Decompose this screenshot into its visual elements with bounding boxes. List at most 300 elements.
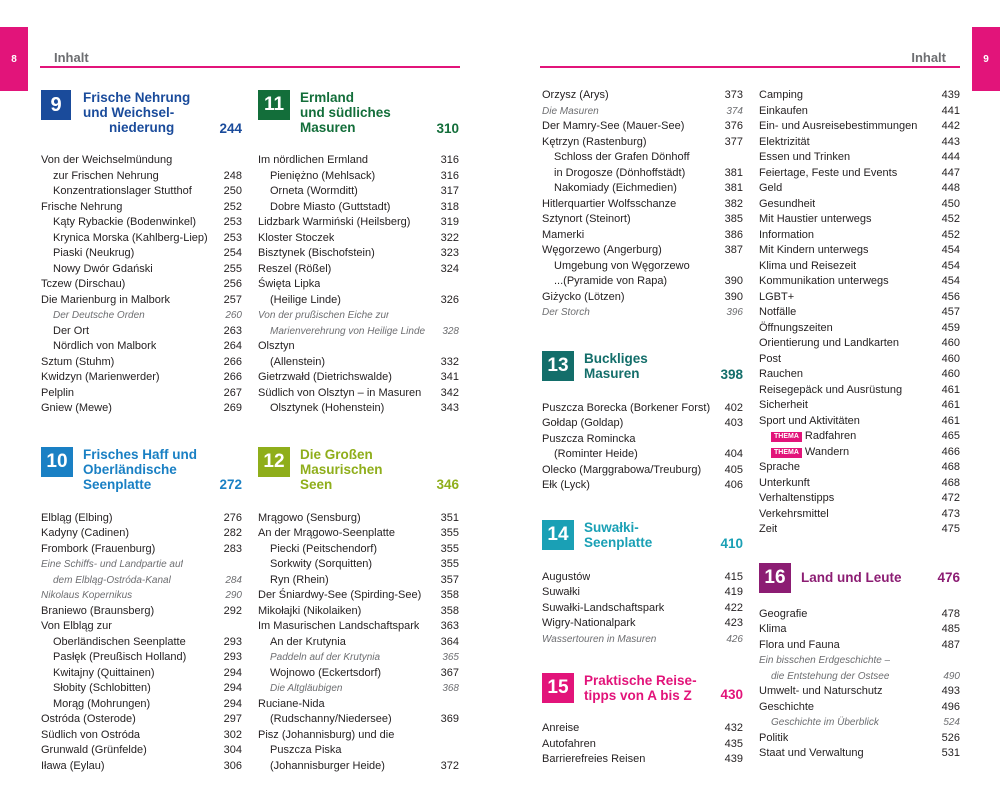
toc-entry-page: 390 xyxy=(724,275,743,287)
toc-entry-page: 324 xyxy=(440,262,459,275)
toc-entry-page xyxy=(739,259,743,275)
toc-entry-label: Wandern xyxy=(804,445,850,458)
toc-entry-title: Sport und Aktivitäten xyxy=(759,414,860,427)
toc-entry-title: Frombork (Frauenburg) xyxy=(41,542,156,555)
toc-entry xyxy=(542,463,743,479)
chapter-title-line: Masurischen xyxy=(300,461,383,477)
chapter-page: 272 xyxy=(219,476,242,492)
toc-entry-title: Mit Haustier unterwegs xyxy=(759,213,872,225)
toc-entry-title: Ostróda (Osterode) xyxy=(41,713,136,725)
toc-entry-title: Nikolaus Kopernikus xyxy=(41,590,133,601)
toc-entry-title: Verkehrsmittel xyxy=(759,507,829,520)
chapter-title xyxy=(584,351,648,381)
section-header xyxy=(542,671,743,721)
toc-entry-page: 355 xyxy=(440,558,459,570)
toc-entry xyxy=(41,542,242,558)
toc-entry xyxy=(258,308,459,324)
toc-entry-page: 373 xyxy=(724,89,743,101)
toc-entry-title: Puszcza Borecka (Borkener Forst) xyxy=(542,401,711,414)
toc-entry xyxy=(759,715,960,731)
toc-entry xyxy=(759,669,960,685)
toc-entry xyxy=(258,511,459,527)
chapter-title-line: und Weichsel- xyxy=(83,105,175,120)
toc-entry xyxy=(542,632,743,648)
chapter-title xyxy=(83,90,190,135)
toc-entry xyxy=(759,135,960,151)
entry-list xyxy=(759,88,960,538)
toc-entry xyxy=(41,712,242,728)
toc-entry-page xyxy=(455,308,459,324)
toc-entry xyxy=(759,212,960,228)
toc-entry xyxy=(258,604,459,620)
toc-entry xyxy=(258,324,459,340)
toc-entry-title: Olsztyn xyxy=(258,340,295,352)
toc-entry-page: 386 xyxy=(724,228,743,241)
toc-entry-page: 404 xyxy=(724,448,743,460)
toc-entry-page: 294 xyxy=(223,666,242,679)
toc-entry-page: 439 xyxy=(724,753,743,765)
toc-entry xyxy=(759,181,960,197)
toc-entry-title: Der Śniardwy-See (Spirding-See) xyxy=(258,589,422,601)
toc-entry xyxy=(759,684,960,700)
toc-entry-page: 294 xyxy=(223,697,242,710)
toc-entry-page: 454 xyxy=(941,244,960,256)
entry-list xyxy=(542,401,743,494)
toc-entry-title: Reszel (Rößel) xyxy=(258,262,332,275)
toc-entry-title: Die Marienburg in Malbork xyxy=(41,293,170,306)
toc-entry xyxy=(258,712,459,728)
entry-list xyxy=(258,153,459,417)
chapter-title xyxy=(584,673,697,703)
right-page-number xyxy=(972,27,1000,91)
toc-entry xyxy=(759,88,960,104)
toc-entry-page: 405 xyxy=(724,463,743,476)
toc-entry-page: 406 xyxy=(724,479,743,491)
toc-entry xyxy=(41,666,242,682)
toc-entry xyxy=(258,743,459,759)
toc-entry xyxy=(41,697,242,713)
chapter-title xyxy=(83,447,197,492)
toc-entry xyxy=(41,401,242,417)
toc-entry-page: 432 xyxy=(724,722,743,734)
entry-list xyxy=(542,721,743,768)
toc-entry xyxy=(542,88,743,104)
toc-entry xyxy=(759,653,960,669)
toc-entry-title: Puszcza Piska xyxy=(270,744,342,756)
toc-entry-title: Dobre Miasto (Guttstadt) xyxy=(270,200,391,213)
toc-entry-title: Politik xyxy=(759,731,789,744)
toc-entry-page: 355 xyxy=(440,542,459,555)
left-header-rule xyxy=(40,66,460,68)
toc-entry-title: Nördlich von Malbork xyxy=(53,340,157,352)
toc-entry xyxy=(41,308,242,324)
chapter-title-line: tipps von A bis Z xyxy=(584,688,692,703)
toc-entry-page: 351 xyxy=(440,511,459,524)
toc-entry xyxy=(759,522,960,538)
toc-entry-page: 439 xyxy=(941,89,960,101)
toc-entry xyxy=(258,355,459,371)
toc-entry-title: Piaski (Neukrug) xyxy=(53,247,135,259)
toc-entry-title: Iława (Eylau) xyxy=(41,759,105,772)
toc-entry-title: Autofahren xyxy=(542,737,596,750)
toc-entry-title: Pasłęk (Preußisch Holland) xyxy=(53,651,187,663)
toc-entry-page: 376 xyxy=(724,120,743,132)
chapter-title xyxy=(300,90,391,135)
toc-entry-title: Ełk (Lyck) xyxy=(542,479,590,491)
toc-entry-title: Braniewo (Braunsberg) xyxy=(41,604,155,617)
toc-entry-page: 369 xyxy=(440,713,459,725)
toc-entry-page: 253 xyxy=(223,231,242,244)
toc-entry-page: 454 xyxy=(941,259,960,272)
toc-entry-title: Morąg (Mohrungen) xyxy=(53,697,151,710)
toc-entry-page: 450 xyxy=(941,197,960,210)
toc-entry-title: Lidzbark Warmiński (Heilsberg) xyxy=(258,216,411,228)
toc-entry-title: Von der Weichselmündung xyxy=(41,154,173,166)
toc-entry-page xyxy=(956,653,960,669)
toc-entry xyxy=(258,650,459,666)
chapter-number: 14 xyxy=(542,520,574,550)
toc-entry xyxy=(759,445,960,461)
toc-entry xyxy=(41,262,242,278)
toc-entry-page: 460 xyxy=(941,368,960,380)
toc-entry-page: 326 xyxy=(440,293,459,306)
toc-entry-page: 374 xyxy=(726,105,743,117)
toc-entry-page: 263 xyxy=(223,324,242,337)
toc-entry-title: Der Storch xyxy=(542,307,590,318)
entry-list xyxy=(542,88,743,321)
toc-entry-title: Pisz (Johannisburg) und die xyxy=(258,728,395,741)
toc-entry-title: zur Frischen Nehrung xyxy=(53,169,159,182)
toc-entry-page xyxy=(238,619,242,635)
toc-entry xyxy=(759,414,960,430)
toc-entry xyxy=(759,383,960,399)
toc-entry-page: 485 xyxy=(941,623,960,635)
toc-entry-page: 266 xyxy=(223,355,242,368)
toc-entry xyxy=(542,721,743,737)
toc-entry-title: Ein bisschen Erdgeschichte – xyxy=(759,655,891,666)
toc-entry-title: Grunwald (Grünfelde) xyxy=(41,744,147,756)
toc-entry-page xyxy=(455,697,459,713)
toc-entry-page: 403 xyxy=(724,417,743,429)
toc-entry-page: 490 xyxy=(943,670,960,682)
toc-entry-page xyxy=(455,339,459,355)
toc-entry-page xyxy=(455,728,459,744)
toc-entry-page: 460 xyxy=(941,337,960,349)
toc-entry-title: Olecko (Marggrabowa/Treuburg) xyxy=(542,463,702,476)
toc-entry-page: 472 xyxy=(941,492,960,504)
toc-entry xyxy=(542,166,743,182)
toc-entry-page: 459 xyxy=(941,321,960,334)
toc-entry xyxy=(258,619,459,635)
toc-entry-page: 468 xyxy=(941,461,960,473)
toc-entry xyxy=(258,339,459,355)
toc-entry xyxy=(542,181,743,197)
toc-entry-page xyxy=(739,150,743,166)
toc-entry-title: Südlich von Ostróda xyxy=(41,728,141,741)
toc-entry-title: Kętrzyn (Rastenburg) xyxy=(542,135,647,148)
toc-entry-page: 461 xyxy=(941,399,960,411)
toc-entry xyxy=(759,166,960,182)
toc-entry-title: Sztynort (Steinort) xyxy=(542,213,631,225)
toc-entry-page: 456 xyxy=(941,290,960,303)
chapter-page: 476 xyxy=(937,569,960,585)
toc-entry-page: 365 xyxy=(442,652,459,663)
toc-entry xyxy=(759,352,960,368)
toc-entry-page: 419 xyxy=(724,586,743,598)
toc-entry-page: 444 xyxy=(941,151,960,163)
section-header xyxy=(759,561,960,607)
toc-entry-title: Marienverehrung von Heilige Linde xyxy=(270,325,426,337)
toc-entry-title: Camping xyxy=(759,89,804,101)
toc-entry xyxy=(759,305,960,321)
toc-entry-title: Gołdap (Goldap) xyxy=(542,417,624,429)
section-header xyxy=(41,88,242,153)
toc-entry xyxy=(41,588,242,604)
toc-entry xyxy=(759,622,960,638)
toc-entry-title: Von Elbląg zur xyxy=(41,620,112,632)
toc-entry-title: Die Masuren xyxy=(542,105,599,117)
toc-entry xyxy=(542,737,743,753)
toc-entry-title: Słobity (Schlobitten) xyxy=(53,682,151,694)
section-9 xyxy=(41,88,242,417)
toc-entry-title: Der Mamry-See (Mauer-See) xyxy=(542,120,685,132)
toc-entry-page: 382 xyxy=(724,197,743,210)
toc-entry xyxy=(258,246,459,262)
toc-entry-title: (Rominter Heide) xyxy=(554,448,638,460)
toc-entry xyxy=(542,119,743,135)
toc-entry-title: Kloster Stoczek xyxy=(258,231,335,244)
toc-entry xyxy=(759,290,960,306)
toc-entry xyxy=(258,681,459,697)
chapter-number: 9 xyxy=(41,90,71,120)
toc-entry-page: 302 xyxy=(223,728,242,741)
toc-entry xyxy=(759,700,960,716)
toc-entry-page: 304 xyxy=(223,744,242,756)
toc-entry-title: Verhaltenstipps xyxy=(759,492,835,504)
toc-entry-title: Orneta (Wormditt) xyxy=(270,185,358,197)
toc-entry-title: Der Deutsche Orden xyxy=(53,310,145,321)
toc-entry-page: 306 xyxy=(223,759,242,772)
chapter-title-line: Frisches Haff und xyxy=(83,446,198,462)
left-page-number xyxy=(0,27,28,91)
toc-entry-page: 290 xyxy=(225,590,242,601)
toc-entry xyxy=(258,401,459,417)
toc-entry-title: Oberländischen Seenplatte xyxy=(53,635,186,648)
toc-entry xyxy=(258,293,459,309)
chapter-number: 11 xyxy=(258,90,290,120)
toc-entry-page: 385 xyxy=(724,213,743,225)
toc-entry-title: Nakomiady (Eichmedien) xyxy=(554,182,677,194)
toc-entry xyxy=(542,259,743,275)
toc-entry-page: 465 xyxy=(941,430,960,442)
toc-entry-title: Augustów xyxy=(542,570,591,583)
toc-entry-title: Krynica Morska (Kahlberg-Liep) xyxy=(53,231,208,244)
toc-entry xyxy=(258,557,459,573)
toc-entry-title: Geschichte im Überblick xyxy=(771,717,879,728)
toc-entry-title: Essen und Trinken xyxy=(759,151,851,163)
toc-entry-title: Post xyxy=(759,352,782,365)
toc-entry-page: 372 xyxy=(440,759,459,772)
toc-entry-title: Orzysz (Arys) xyxy=(542,89,609,101)
toc-entry-title: Geschichte xyxy=(759,700,815,713)
toc-entry-title: Olsztynek (Hohenstein) xyxy=(270,402,385,414)
toc-entry-title: Suwałki-Landschaftspark xyxy=(542,601,665,614)
toc-entry-title: Notfälle xyxy=(759,306,797,318)
toc-entry xyxy=(759,476,960,492)
toc-entry xyxy=(258,728,459,744)
section-header xyxy=(542,518,743,570)
toc-column-2 xyxy=(258,88,459,788)
toc-entry-page: 264 xyxy=(223,340,242,352)
toc-entry-title: Sorkwity (Sorquitten) xyxy=(270,558,373,570)
toc-entry xyxy=(41,526,242,542)
toc-entry xyxy=(258,386,459,402)
toc-entry-page: 257 xyxy=(223,293,242,306)
chapter-page: 410 xyxy=(720,535,743,551)
toc-entry-title: Ein- und Ausreisebestimmungen xyxy=(759,120,918,132)
toc-entry-page: 363 xyxy=(440,620,459,632)
toc-entry xyxy=(759,119,960,135)
toc-entry-title: Ryn (Rhein) xyxy=(270,573,329,586)
toc-entry xyxy=(258,262,459,278)
toc-entry-title: Flora und Fauna xyxy=(759,638,840,651)
toc-entry-page: 322 xyxy=(440,231,459,244)
chapter-number: 13 xyxy=(542,351,574,381)
toc-entry xyxy=(542,447,743,463)
toc-entry xyxy=(258,169,459,185)
toc-entry-title: Pelplin xyxy=(41,386,75,399)
toc-entry xyxy=(41,511,242,527)
toc-entry xyxy=(258,542,459,558)
chapter-number: 10 xyxy=(41,447,73,477)
toc-entry-title: Im Masurischen Landschaftspark xyxy=(258,620,420,632)
toc-entry xyxy=(542,752,743,768)
toc-entry-page: 332 xyxy=(440,355,459,368)
toc-entry-title: Umwelt- und Naturschutz xyxy=(759,685,883,697)
toc-entry-title: Konzentrationslager Stutthof xyxy=(53,185,192,197)
toc-entry-title: Elektrizität xyxy=(759,135,810,148)
toc-entry-page: 319 xyxy=(440,216,459,228)
section-12 xyxy=(258,445,459,775)
chapter-title xyxy=(801,570,902,585)
chapter-number: 16 xyxy=(759,563,791,593)
toc-entry-page: 282 xyxy=(223,527,242,539)
toc-entry-page: 493 xyxy=(941,685,960,697)
chapter-page: 346 xyxy=(436,476,459,492)
toc-entry-page: 524 xyxy=(943,717,960,728)
toc-entry xyxy=(258,759,459,775)
toc-entry-title: Der Ort xyxy=(53,324,90,337)
toc-entry-title: Information xyxy=(759,228,815,241)
toc-entry-title: Im nördlichen Ermland xyxy=(258,154,369,166)
toc-entry-page: 422 xyxy=(724,601,743,614)
toc-entry xyxy=(41,743,242,759)
toc-entry xyxy=(542,305,743,321)
toc-entry xyxy=(759,638,960,654)
toc-entry-title: Puszcza Romincka xyxy=(542,432,636,445)
toc-entry xyxy=(258,370,459,386)
chapter-title-line: Frische Nehrung xyxy=(83,90,191,105)
thema-badge: THEMA xyxy=(771,448,802,458)
toc-entry-title: Anreise xyxy=(542,722,580,734)
toc-entry-title: Geld xyxy=(759,182,783,194)
toc-entry-page: 367 xyxy=(440,666,459,679)
toc-entry-page: 526 xyxy=(941,731,960,744)
toc-entry-page: 276 xyxy=(223,511,242,524)
toc-entry xyxy=(542,601,743,617)
chapter-title-line: niederung xyxy=(109,120,175,135)
toc-entry xyxy=(759,274,960,290)
left-page-number-text: 8 xyxy=(11,54,17,65)
toc-entry-page: 461 xyxy=(941,383,960,396)
toc-entry-page: 381 xyxy=(724,182,743,194)
toc-entry xyxy=(542,585,743,601)
toc-entry-page: 297 xyxy=(223,713,242,725)
toc-entry-page: 443 xyxy=(941,135,960,148)
toc-entry xyxy=(759,429,960,445)
toc-entry-page: 318 xyxy=(440,200,459,213)
toc-entry-page xyxy=(455,277,459,293)
chapter-title-line: Land und Leute xyxy=(801,569,902,585)
toc-entry-page: 387 xyxy=(724,244,743,256)
toc-entry-page: 293 xyxy=(223,651,242,663)
toc-entry xyxy=(258,215,459,231)
toc-entry-page: 448 xyxy=(941,182,960,194)
thema-badge: THEMA xyxy=(771,432,802,442)
toc-entry-title: Mrągowo (Sensburg) xyxy=(258,511,361,524)
chapter-page: 398 xyxy=(720,366,743,382)
toc-entry xyxy=(759,731,960,747)
toc-entry-page xyxy=(739,432,743,448)
toc-entry xyxy=(542,570,743,586)
toc-entry xyxy=(41,759,242,775)
toc-entry xyxy=(759,460,960,476)
chapter-title-line: Seenplatte xyxy=(584,534,653,550)
toc-entry-page: 390 xyxy=(724,290,743,303)
toc-entry xyxy=(759,228,960,244)
toc-entry-title: Kwitajny (Quittainen) xyxy=(53,666,155,679)
section-header xyxy=(542,349,743,401)
toc-entry xyxy=(41,200,242,216)
toc-entry-title: Schloss der Grafen Dönhoff xyxy=(554,151,690,163)
toc-entry xyxy=(542,197,743,213)
toc-entry-title: dem Elbląg-Ostróda-Kanal xyxy=(53,574,171,586)
toc-entry-page: 254 xyxy=(223,247,242,259)
toc-entry-page: 316 xyxy=(440,154,459,166)
toc-entry xyxy=(258,635,459,651)
toc-entry xyxy=(759,243,960,259)
section-14 xyxy=(542,518,743,648)
toc-entry-page: 252 xyxy=(223,200,242,213)
entry-list xyxy=(759,607,960,762)
toc-entry xyxy=(258,573,459,589)
chapter-page: 430 xyxy=(720,687,743,702)
toc-entry-page: 442 xyxy=(941,120,960,132)
chapter-title-line: Masuren xyxy=(300,120,356,135)
toc-entry-title: Wojnowo (Eckertsdorf) xyxy=(270,666,382,679)
toc-entry-page xyxy=(238,153,242,169)
toc-entry-title: Feiertage, Feste und Events xyxy=(759,166,898,179)
toc-entry-title: Tczew (Dirschau) xyxy=(41,278,126,290)
section-11 xyxy=(258,88,459,417)
toc-entry-title: Giżycko (Lötzen) xyxy=(542,290,625,303)
toc-entry xyxy=(759,197,960,213)
toc-entry-title: Mikołajki (Nikolaiken) xyxy=(258,604,362,617)
toc-entry-page: 283 xyxy=(223,542,242,555)
toc-entry-page: 452 xyxy=(941,213,960,225)
entry-list xyxy=(258,511,459,775)
toc-entry-title: Święta Lipka xyxy=(258,278,321,290)
